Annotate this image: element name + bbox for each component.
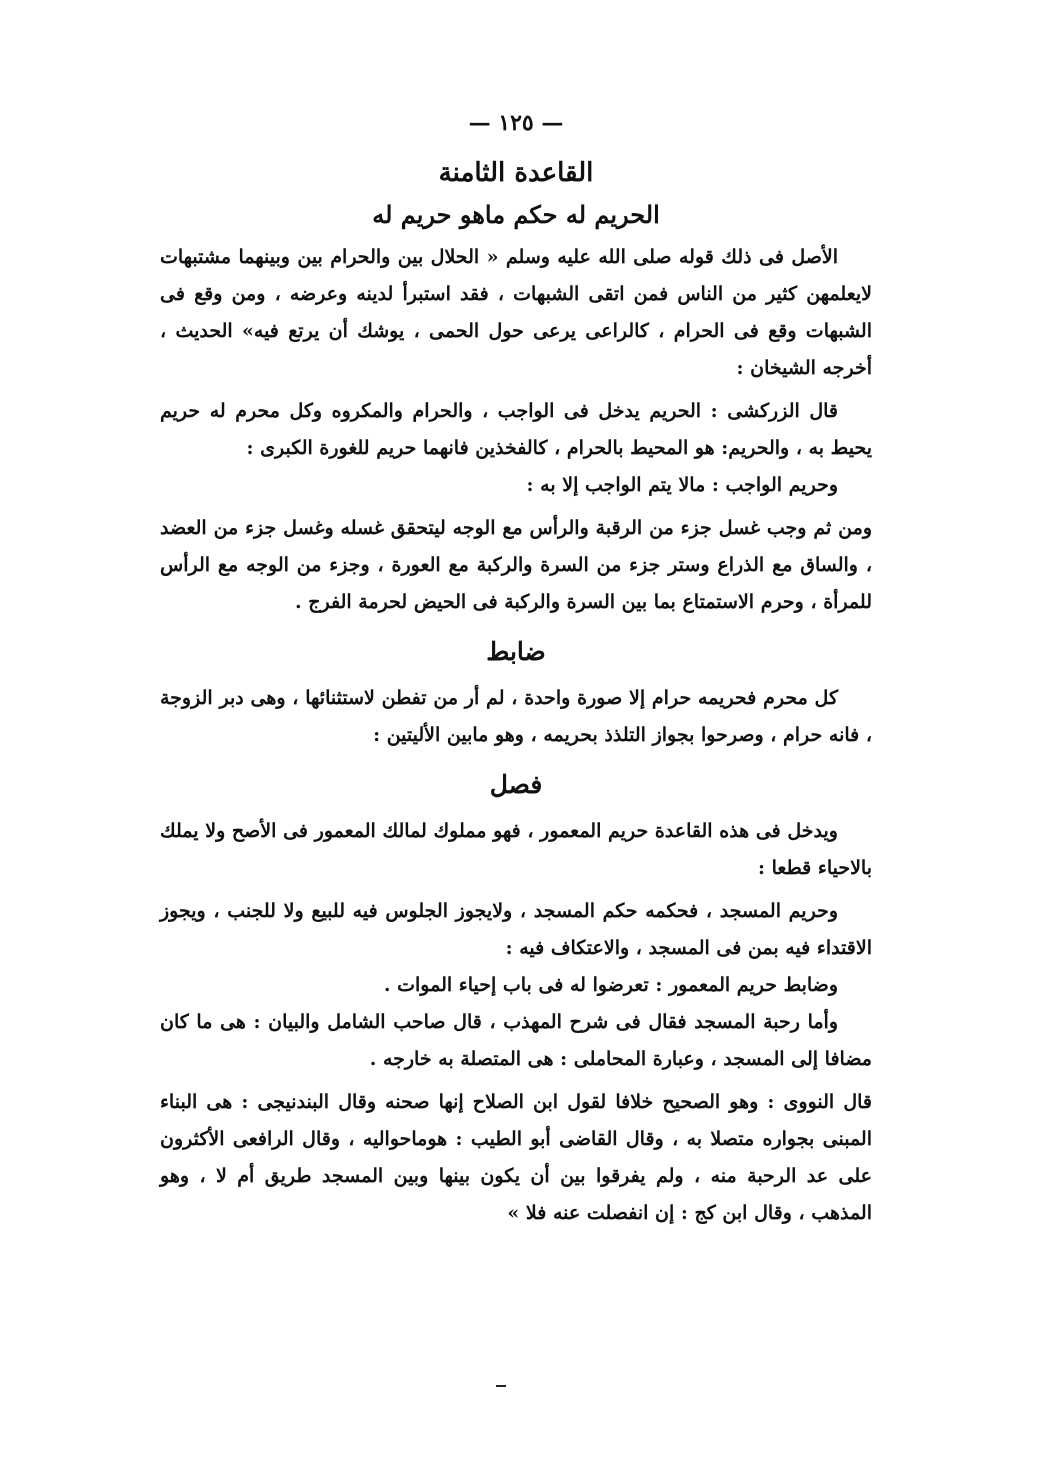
section-heading-dabit: ضابط [486, 637, 546, 666]
paragraph: وحريم المسجد ، فحكمه حكم المسجد ، ولايجوز الجلوس فيه للبيع ولا للجنب ، ويجوز الاقتداء فيه بمن فى المسجد ، والاعتكاف فيه : [160, 900, 872, 959]
rule-title: القاعدة الثامنة [438, 158, 594, 188]
section-intro [160, 239, 872, 621]
section-fasl [160, 813, 872, 1232]
page-number: — ١٢٥ — [468, 110, 564, 136]
section-heading-fasl: فصل [489, 770, 543, 799]
paragraph: قال الزركشى : الحريم يدخل فى الواجب ، والحرام والمكروه وكل محرم له حريم يحيط به ، والحريم: هو المحيط بالحرام ، كالفخذين فانهما حريم للغورة الكبرى : [160, 400, 872, 459]
paragraph: وأما رحبة المسجد فقال فى شرح المهذب ، قال صاحب الشامل والبيان : هى ما كان مضافا إلى المسجد ، وعبارة المحاملى : هى المتصلة به خارجه . [160, 1011, 872, 1070]
paragraph: قال النووى : وهو الصحيح خلافا لقول ابن الصلاح إنها صحنه وقال البندنيجى : هى البناء المبنى بجواره متصلا به ، وقال القاضى أبو الطيب : هوماحواليه ، وقال الرافعى الأكثرون على عد الرحبة منه ، ولم يفرقوا بين أن يكون بينها وبين المسجد طريق أم لا ، وهو المذهب ، وقال ابن كج : إن انفصلت عنه فلا » [160, 1091, 872, 1224]
rule-subtitle: الحريم له حكم ماهو حريم له [372, 200, 660, 229]
paragraph: ويدخل فى هذه القاعدة حريم المعمور ، فهو مملوك لمالك المعمور فى الأصح ولا يملك بالاحياء قطعا : [160, 820, 872, 879]
section-dabit [160, 680, 872, 754]
paragraph: ومن ثم وجب غسل جزء من الرقبة والرأس مع الوجه ليتحقق غسله وغسل جزء من العضد ، والساق مع الذراع وستر جزء من السرة والركبة مع العورة ، وجزء من الوجه مع الرأس للمرأة ، وحرم الاستمتاع بما بين السرة والركبة فى الحيض لحرمة الفرج . [160, 517, 872, 613]
page-body [160, 100, 872, 1232]
paragraph: وضابط حريم المعمور : تعرضوا له فى باب إحياء الموات . [383, 974, 838, 996]
footer-mark [496, 1385, 506, 1387]
paragraph: كل محرم فحريمه حرام إلا صورة واحدة ، لم أر من تفطن لاستثنائها ، وهى دبر الزوجة ، فانه حرام ، وصرحوا بجواز التلذذ بحريمه ، وهو مابين الأليتين : [160, 687, 872, 746]
paragraph: الأصل فى ذلك قوله صلى الله عليه وسلم « الحلال بين والحرام بين وبينهما مشتبهات لايعلمهن كثير من الناس فمن اتقى الشبهات ، فقد استبرأ لدينه وعرضه ، ومن وقع فى الشبهات وقع فى الحرام ، كالراعى يرعى حول الحمى ، يوشك أن يرتع فيه» الحديث ، أخرجه الشيخان : [160, 246, 872, 379]
paragraph: وحريم الواجب : مالا يتم الواجب إلا به : [526, 474, 838, 496]
